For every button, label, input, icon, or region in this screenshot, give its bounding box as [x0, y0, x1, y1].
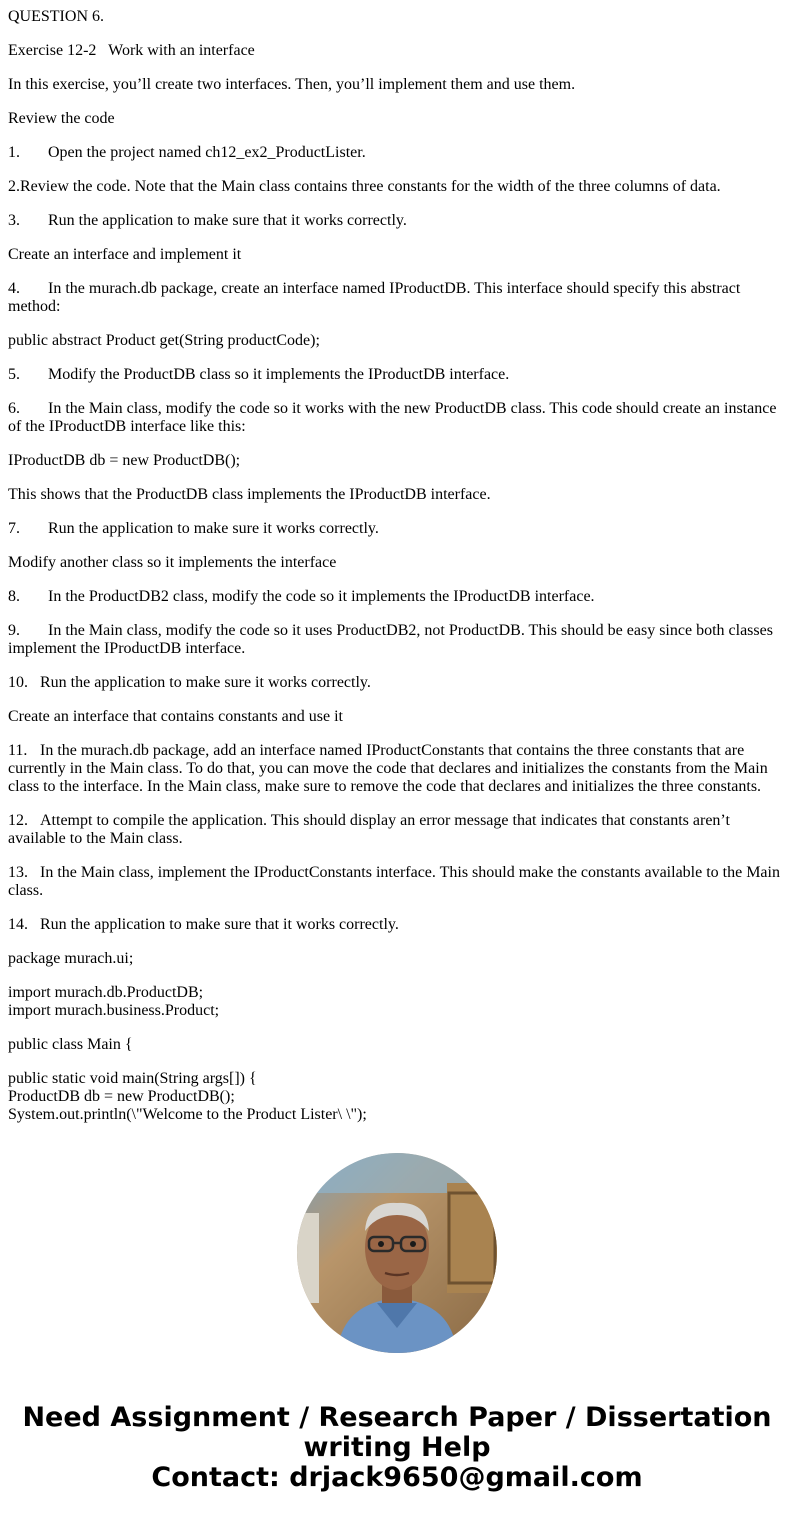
step-number: 9. — [8, 622, 20, 639]
step-number: 3. — [8, 212, 20, 229]
step-11 — [8, 742, 786, 796]
avatar-portrait — [297, 1153, 497, 1353]
step-8 — [8, 588, 786, 606]
step-10 — [8, 674, 786, 692]
avatar — [297, 1153, 497, 1353]
step-text: In the Main class, implement the IProductConstants interface. This should make the constants available to the Main class. — [8, 864, 784, 899]
code-println: System.out.println(\"Welcome to the Product Lister\ \"); — [8, 1106, 367, 1123]
step-13 — [8, 864, 786, 900]
step-text: In the murach.db package, add an interface named IProductConstants that contains the three constants that are currently in the Main class. To do that, you can move the code that declares and initializes the constants from the Main class to the interface. In the Main class, make sure to remove the code that declares and initializes the three constants. — [8, 742, 772, 795]
step-number: 14. — [8, 916, 28, 933]
footer-contact: Contact: drjack9650@gmail.com — [151, 1462, 643, 1493]
step-9 — [8, 622, 786, 658]
footer-banner — [0, 1403, 794, 1493]
intro-paragraph: In this exercise, you’ll create two interfaces. Then, you’ll implement them and use them. — [8, 76, 576, 93]
footer-line-1: Need Assignment / Research Paper / Dissertation — [22, 1402, 772, 1433]
step-text: Modify the ProductDB class so it implements the IProductDB interface. — [48, 366, 510, 383]
step-text: Run the application to make sure that it works correctly. — [40, 916, 399, 933]
step-7 — [8, 520, 786, 538]
section-heading-constants: Create an interface that contains constants and use it — [8, 708, 343, 725]
step-text: Attempt to compile the application. This should display an error message that indicates that constants aren’t available to the Main class. — [8, 812, 734, 847]
code-import-product: import murach.business.Product; — [8, 1002, 220, 1019]
step-number: 7. — [8, 520, 20, 537]
step-text: In the ProductDB2 class, modify the code so it implements the IProductDB interface. — [48, 588, 595, 605]
code-package: package murach.ui; — [8, 950, 134, 967]
section-heading-review: Review the code — [8, 110, 115, 127]
step-5 — [8, 366, 786, 384]
step-number: 6. — [8, 400, 20, 417]
step-number: 5. — [8, 366, 20, 383]
step-2: 2.Review the code. Note that the Main class contains three constants for the width of the three columns of data. — [8, 178, 721, 195]
step-text: Run the application to make sure it works correctly. — [40, 674, 371, 691]
section-heading-modify: Modify another class so it implements the interface — [8, 554, 337, 571]
step-text: In the Main class, modify the code so it uses ProductDB2, not ProductDB. This should be easy since both classes implement the IProductDB interface. — [8, 622, 777, 657]
step-number: 1. — [8, 144, 20, 161]
footer-line-2: writing Help — [303, 1432, 491, 1463]
code-import-productdb: import murach.db.ProductDB; — [8, 984, 204, 1001]
step-number: 13. — [8, 864, 28, 881]
step-text: In the murach.db package, create an interface named IProductDB. This interface should specify this abstract method: — [8, 280, 745, 315]
exercise-title: Exercise 12-2 Work with an interface — [8, 42, 255, 59]
question-heading: QUESTION 6. — [8, 8, 104, 25]
shows-paragraph: This shows that the ProductDB class implements the IProductDB interface. — [8, 486, 491, 503]
step-text: Run the application to make sure that it works correctly. — [48, 212, 407, 229]
step-14 — [8, 916, 786, 934]
step-12 — [8, 812, 786, 848]
step-6 — [8, 400, 786, 436]
step-number: 8. — [8, 588, 20, 605]
step-number: 10. — [8, 674, 28, 691]
code-instance: IProductDB db = new ProductDB(); — [8, 452, 241, 469]
step-1 — [8, 144, 786, 162]
code-class-declaration: public class Main { — [8, 1036, 133, 1053]
step-4 — [8, 280, 786, 316]
code-main-method: public static void main(String args[]) { — [8, 1070, 257, 1087]
step-number: 12. — [8, 812, 28, 829]
code-db-declaration: ProductDB db = new ProductDB(); — [8, 1088, 235, 1105]
section-heading-create: Create an interface and implement it — [8, 246, 242, 263]
step-number: 4. — [8, 280, 20, 297]
code-abstract-method: public abstract Product get(String productCode); — [8, 332, 320, 349]
step-3 — [8, 212, 786, 230]
step-text: In the Main class, modify the code so it works with the new ProductDB class. This code should create an instance of the IProductDB interface like this: — [8, 400, 781, 435]
step-text: Open the project named ch12_ex2_ProductLister. — [48, 144, 366, 161]
step-text: Run the application to make sure it works correctly. — [48, 520, 379, 537]
step-number: 11. — [8, 742, 28, 759]
